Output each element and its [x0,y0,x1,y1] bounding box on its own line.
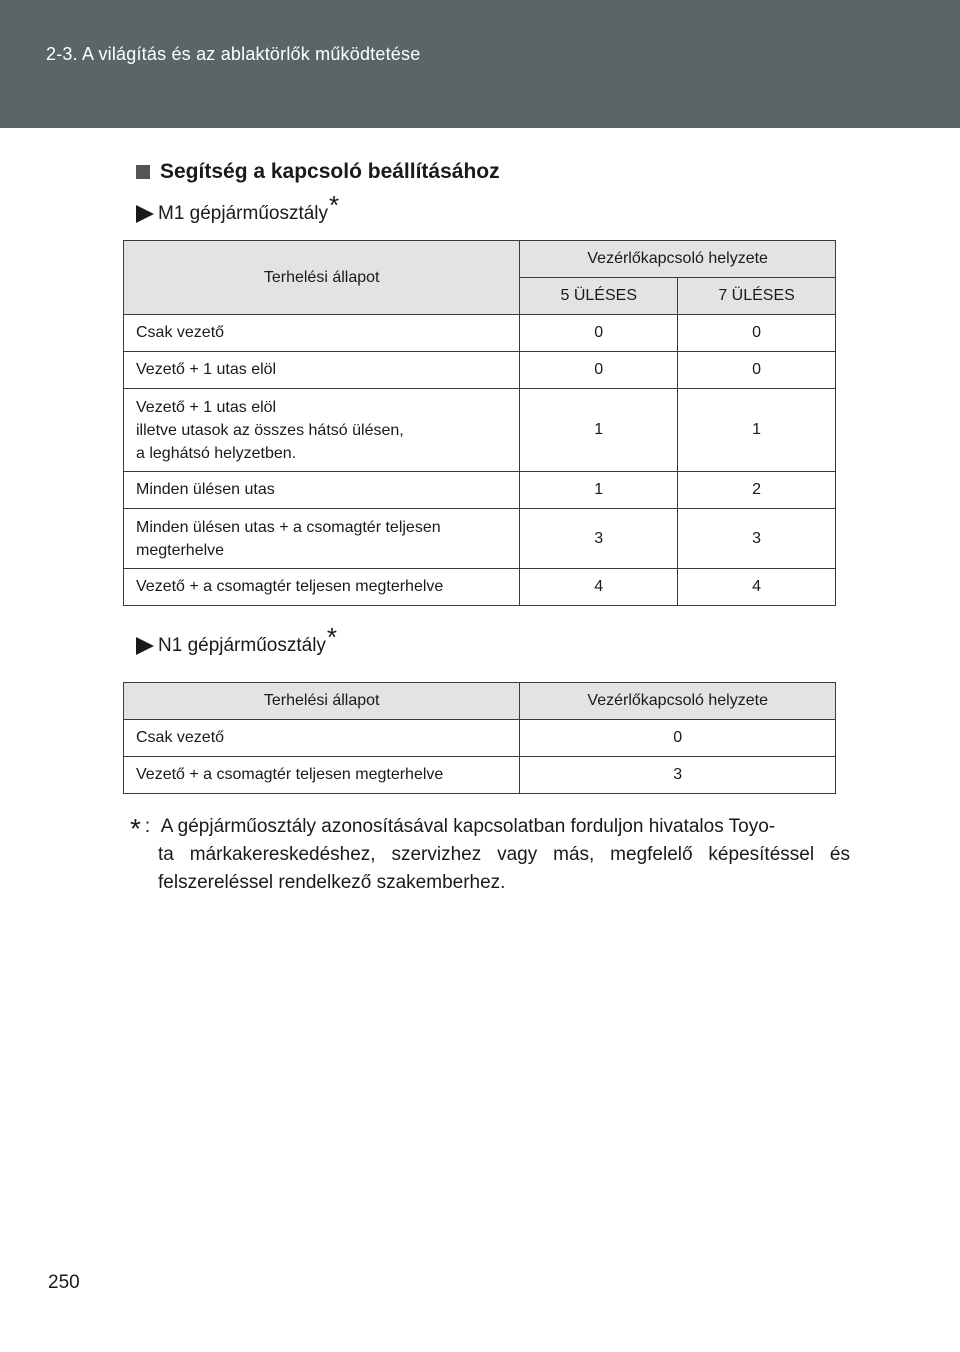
table-row [124,757,836,794]
m1-col-5: 5 ÜLÉSES [520,278,678,315]
square-bullet-icon [136,165,150,179]
value-cell: 4 [678,569,836,606]
load-cell: Csak vezető [124,720,520,757]
table-row [124,389,836,472]
value-cell: 0 [520,352,678,389]
table-row [124,569,836,606]
value-cell: 1 [520,389,678,472]
n1-star: * [326,622,338,652]
load-line: Minden ülésen utas + a csomagtér teljesen [136,518,441,536]
n1-col-switch: Vezérlőkapcsoló helyzete [520,683,836,720]
value-cell: 0 [520,720,836,757]
load-cell [124,509,520,569]
load-cell: Csak vezető [124,315,520,352]
load-cell: Minden ülésen utas [124,472,520,509]
breadcrumb: 2-3. A világítás és az ablaktörlők működtetése [46,44,421,64]
load-line: megterhelve [136,541,225,559]
m1-col-7: 7 ÜLÉSES [678,278,836,315]
n1-heading [136,622,338,661]
value-cell: 0 [678,352,836,389]
load-line: illetve utasok az összes hátsó ülésen, [136,421,404,439]
table-row [124,315,836,352]
value-cell: 3 [520,509,678,569]
load-cell: Vezető + 1 utas elöl [124,352,520,389]
triangle-bullet-icon [136,205,154,223]
value-cell: 0 [678,315,836,352]
load-cell: Vezető + a csomagtér teljesen megterhelve [124,757,520,794]
m1-heading-text: M1 gépjárműosztály [158,202,329,224]
m1-table [123,240,836,606]
value-cell: 4 [520,569,678,606]
value-cell: 3 [520,757,836,794]
footnote-rest: ta márkakereskedéshez, szervizhez vagy más, megfelelő képesítéssel és felszereléssel rendelkező szakemberhez. [158,844,850,893]
load-line: a leghátsó helyzetben. [136,444,297,462]
m1-col-switch: Vezérlőkapcsoló helyzete [520,241,836,278]
value-cell: 1 [520,472,678,509]
table-row [124,509,836,569]
footnote-colon: : [144,816,151,837]
n1-heading-text: N1 gépjárműosztály [158,634,326,656]
value-cell: 1 [678,389,836,472]
footnote-line1: A gépjárműosztály azonosításával kapcsolatban forduljon hivatalos Toyo- [160,816,776,837]
table-row [124,720,836,757]
m1-star: * [329,190,340,220]
table-row [124,352,836,389]
n1-table [123,682,836,794]
section-title-text: Segítség a kapcsoló beállításához [160,160,500,183]
load-cell [124,389,520,472]
page-number: 250 [48,1272,80,1293]
page-header [0,0,960,128]
footnote [130,813,850,897]
m1-heading [136,190,340,229]
footnote-star: * [130,813,141,844]
m1-col-load: Terhelési állapot [124,241,520,315]
table-row [124,472,836,509]
load-line: Vezető + 1 utas elöl [136,398,277,416]
value-cell: 3 [678,509,836,569]
value-cell: 0 [520,315,678,352]
triangle-bullet-icon [136,637,154,655]
load-cell: Vezető + a csomagtér teljesen megterhelve [124,569,520,606]
n1-col-load: Terhelési állapot [124,683,520,720]
section-title [136,160,500,184]
value-cell: 2 [678,472,836,509]
